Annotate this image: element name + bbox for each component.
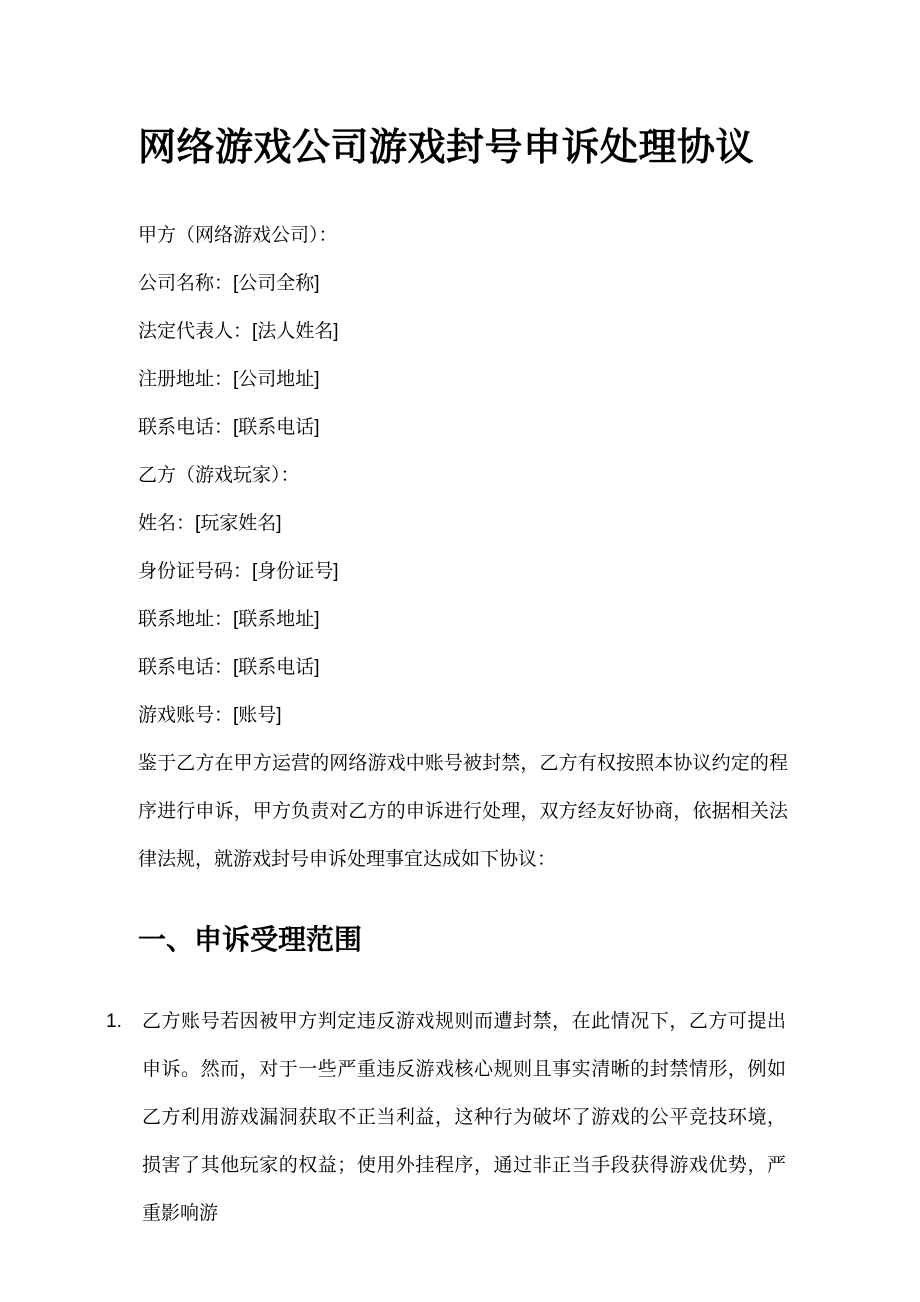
list-item-1 <box>106 998 786 1238</box>
document-title: 网络游戏公司游戏封号申诉处理协议 <box>138 127 755 169</box>
party-a-field-company-name: 公司名称：[公司全称] <box>138 273 320 294</box>
party-b-field-id-number: 身份证号码：[身份证号] <box>138 561 339 582</box>
list-item-1-number: 1. <box>106 1011 122 1032</box>
party-info-block <box>138 212 788 884</box>
party-a-field-registered-address: 注册地址：[公司地址] <box>138 369 320 390</box>
party-b-heading: 乙方（游戏玩家）： <box>138 465 300 486</box>
party-b-field-contact-address: 联系地址：[联系地址] <box>138 609 320 630</box>
party-a-heading: 甲方（网络游戏公司）： <box>138 225 338 246</box>
party-a-field-legal-representative: 法定代表人：[法人姓名] <box>138 321 339 342</box>
section-1-heading: 一、申诉受理范围 <box>138 924 363 955</box>
party-b-field-phone: 联系电话：[联系电话] <box>138 657 320 678</box>
section-1-list <box>106 998 788 1238</box>
party-b-field-game-account: 游戏账号：[账号] <box>138 705 282 726</box>
list-item-1-text: 乙方账号若因被甲方判定违反游戏规则而遭封禁，在此情况下，乙方可提出申诉。然而，对于一些严重违反游戏核心规则且事实清晰的封禁情形，例如乙方利用游戏漏洞获取不正当利益，这种行为破坏了游戏的公平竞技环境，损害了其他玩家的权益；使用外挂程序，通过非正当手段获得游戏优势，严重影响游 <box>142 1011 786 1224</box>
preamble-paragraph: 鉴于乙方在甲方运营的网络游戏中账号被封禁，乙方有权按照本协议约定的程序进行申诉，甲方负责对乙方的申诉进行处理，双方经友好协商，依据相关法律法规，就游戏封号申诉处理事宜达成如下协议： <box>138 753 788 870</box>
party-b-field-name: 姓名：[玩家姓名] <box>138 513 282 534</box>
party-a-field-phone: 联系电话：[联系电话] <box>138 417 320 438</box>
